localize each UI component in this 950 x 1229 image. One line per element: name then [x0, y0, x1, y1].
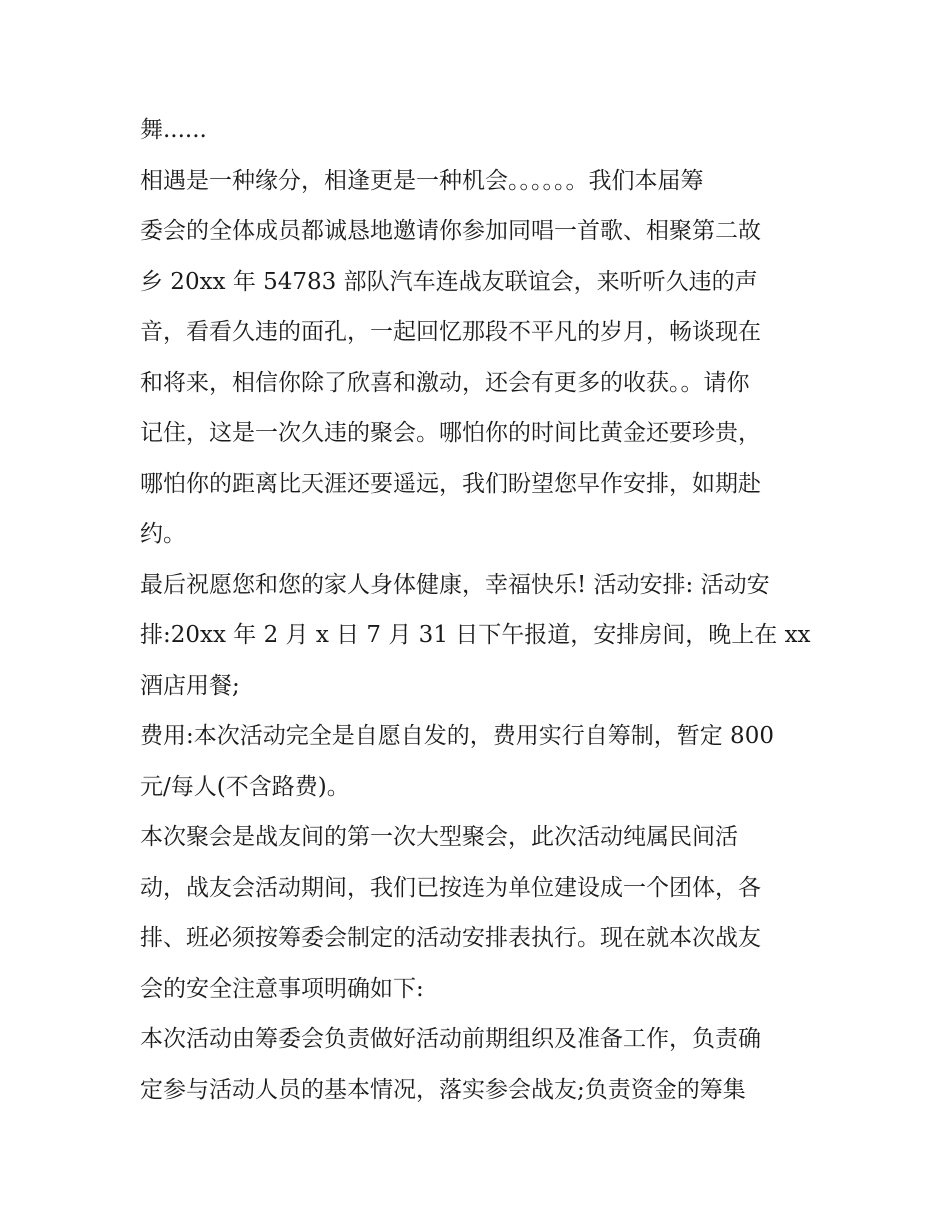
text-line: 乡 20xx 年 54783 部队汽车连战友联谊会，来听听久违的声 — [140, 268, 758, 295]
text-line: 哪怕你的距离比天涯还要遥远，我们盼望您早作安排，如期赴 — [140, 470, 761, 497]
text-line: 音，看看久违的面孔，一起回忆那段不平凡的岁月，畅谈现在 — [140, 319, 761, 345]
text-line: 定参与活动人员的基本情况，落实参会战友;负责资金的筹集 — [140, 1076, 746, 1103]
text-line: 费用:本次活动完全是自愿自发的，费用实行自筹制，暂定 800 — [140, 723, 774, 749]
text-line: 本次活动由筹委会负责做好活动前期组织及准备工作，负责确 — [140, 1026, 761, 1052]
text-line: 酒店用餐; — [140, 672, 240, 699]
text-line: 动，战友会活动期间，我们已按连为单位建设成一个团体，各 — [140, 874, 761, 901]
text-line: 最后祝愿您和您的家人身体健康，幸福快乐! 活动安排: 活动安 — [140, 571, 770, 598]
text-line: 元/每人(不含路费)。 — [140, 773, 350, 800]
text-line: 会的安全注意事项明确如下: — [140, 975, 424, 1002]
text-line: 和将来，相信你除了欣喜和激动，还会有更多的收获。。请你 — [140, 369, 750, 396]
document-body — [140, 105, 815, 1115]
text-line: 舞...... — [140, 117, 207, 143]
text-line: 排:20xx 年 2 月 x 日 7 月 31 日下午报道，安排房间，晚上在 xx — [140, 622, 811, 648]
text-line: 排、班必须按筹委会制定的活动安排表执行。现在就本次战友 — [140, 925, 761, 951]
text-line: 本次聚会是战友间的第一次大型聚会，此次活动纯属民间活 — [140, 824, 738, 850]
text-line: 委会的全体成员都诚恳地邀请你参加同唱一首歌、相聚第二故 — [140, 218, 761, 244]
text-line: 相遇是一种缘分，相逢更是一种机会。。。。。。我们本届筹 — [140, 167, 704, 194]
text-line: 约。 — [140, 521, 186, 547]
text-line: 记住，这是一次久违的聚会。哪怕你的时间比黄金还要珍贵， — [140, 420, 761, 446]
